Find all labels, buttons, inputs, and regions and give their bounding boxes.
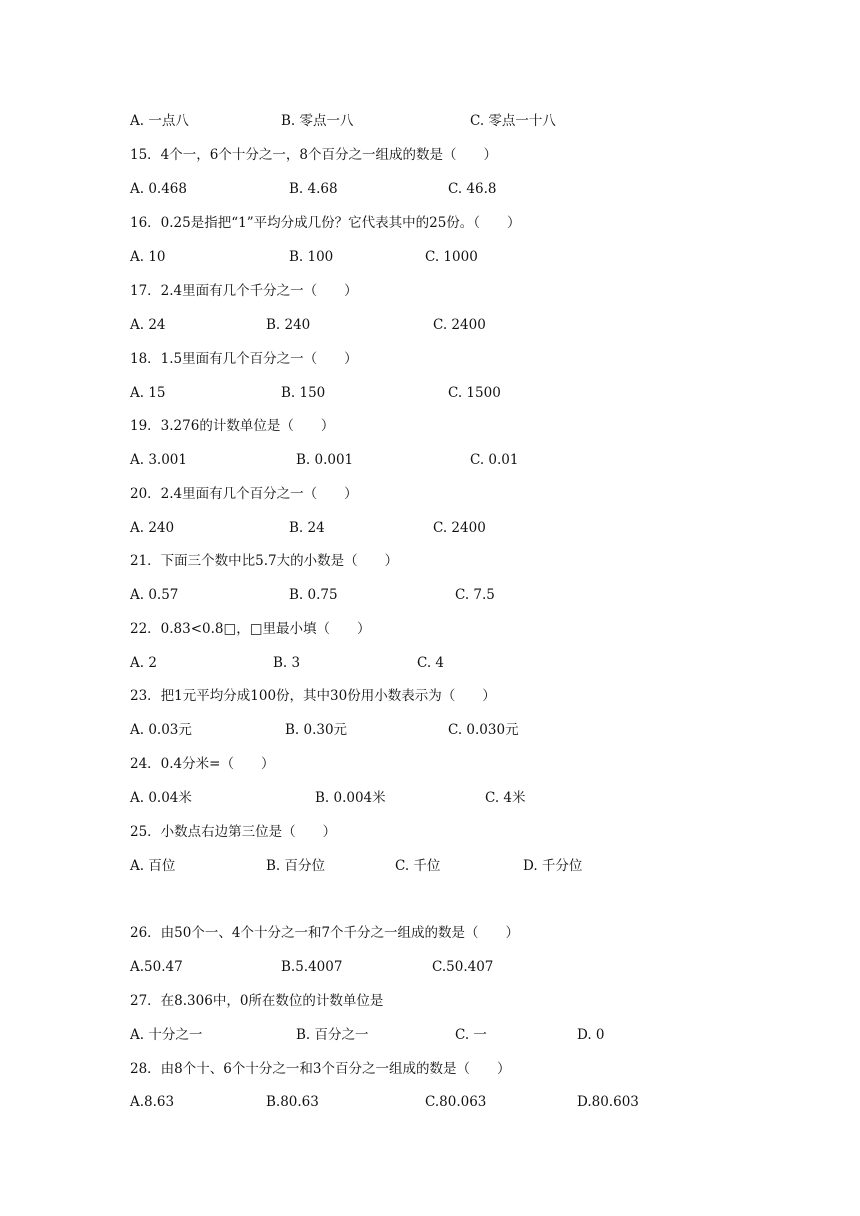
- question-text: 23．把1元平均分成100份，其中30份用小数表示为（ ）: [130, 688, 496, 704]
- answer-option: B. 零点一八: [281, 113, 354, 129]
- answer-option: B. 0.004米: [315, 790, 386, 806]
- answer-option: A. 0.468: [130, 181, 187, 197]
- answer-option: B. 150: [281, 385, 326, 401]
- answer-option: A. 一点八: [130, 113, 189, 129]
- question-text: 28．由8个十、6个十分之一和3个百分之一组成的数是（ ）: [130, 1061, 511, 1077]
- answer-option: B. 3: [273, 655, 301, 671]
- answer-option: B. 百分之一: [296, 1027, 369, 1043]
- answer-option: C. 0.030元: [448, 722, 519, 738]
- answer-option: A.8.63: [130, 1094, 175, 1110]
- answer-option: A. 15: [130, 385, 166, 401]
- answer-option: B. 0.30元: [285, 722, 348, 738]
- answer-option: B.80.63: [266, 1094, 319, 1110]
- question-text: 27．在8.306中，0所在数位的计数单位是: [130, 993, 384, 1009]
- answer-option: C. 1500: [448, 385, 501, 401]
- answer-option: B. 240: [266, 317, 311, 333]
- question-text: 26．由50个一、4个十分之一和7个千分之一组成的数是（ ）: [130, 925, 520, 941]
- answer-option: A. 0.57: [130, 587, 179, 603]
- answer-option: B.5.4007: [281, 959, 343, 975]
- answer-option: B. 24: [289, 520, 325, 536]
- answer-option: D. 千分位: [523, 858, 583, 874]
- answer-option: A. 十分之一: [130, 1027, 203, 1043]
- answer-option: A. 百位: [130, 858, 176, 874]
- question-text: 21．下面三个数中比5.7大的小数是（ ）: [130, 553, 399, 569]
- question-text: 20．2.4里面有几个百分之一（ ）: [130, 486, 358, 502]
- answer-option: C. 4: [417, 655, 445, 671]
- question-text: 19．3.276的计数单位是（ ）: [130, 418, 335, 434]
- answer-option: C. 4米: [485, 790, 526, 806]
- answer-option: B. 0.75: [289, 587, 338, 603]
- answer-option: C. 0.01: [470, 452, 519, 468]
- answer-option: B. 0.001: [296, 452, 354, 468]
- answer-option: C. 一: [455, 1027, 487, 1043]
- answer-option: C.80.063: [425, 1094, 487, 1110]
- answer-option: A. 24: [130, 317, 166, 333]
- question-text: 15．4个一，6个十分之一，8个百分之一组成的数是（ ）: [130, 147, 497, 163]
- answer-option: B. 100: [289, 249, 334, 265]
- answer-option: C. 2400: [433, 317, 486, 333]
- answer-option: B. 4.68: [289, 181, 338, 197]
- answer-option: C. 2400: [433, 520, 486, 536]
- answer-option: C. 46.8: [448, 181, 497, 197]
- question-text: 16．0.25是指把“1”平均分成几份？它代表其中的25份。（ ）: [130, 215, 521, 231]
- answer-option: D.80.603: [577, 1094, 639, 1110]
- answer-option: B. 百分位: [266, 858, 326, 874]
- answer-option: C.50.407: [432, 959, 494, 975]
- answer-option: A. 0.03元: [130, 722, 192, 738]
- answer-option: D. 0: [577, 1027, 605, 1043]
- answer-option: A.50.47: [130, 959, 183, 975]
- answer-option: A. 240: [130, 520, 175, 536]
- question-text: 22．0.83<0.8□，□里最小填（ ）: [130, 621, 371, 637]
- answer-option: C. 千位: [395, 858, 441, 874]
- answer-option: A. 3.001: [130, 452, 187, 468]
- answer-option: C. 7.5: [455, 587, 495, 603]
- question-text: 17．2.4里面有几个千分之一（ ）: [130, 283, 358, 299]
- question-text: 18．1.5里面有几个百分之一（ ）: [130, 351, 358, 367]
- question-text: 25．小数点右边第三位是（ ）: [130, 824, 337, 840]
- answer-option: C. 零点一十八: [470, 113, 556, 129]
- question-text: 24．0.4分米=（ ）: [130, 756, 275, 772]
- answer-option: A. 2: [130, 655, 157, 671]
- answer-option: A. 10: [130, 249, 166, 265]
- answer-option: C. 1000: [425, 249, 478, 265]
- answer-option: A. 0.04米: [130, 790, 192, 806]
